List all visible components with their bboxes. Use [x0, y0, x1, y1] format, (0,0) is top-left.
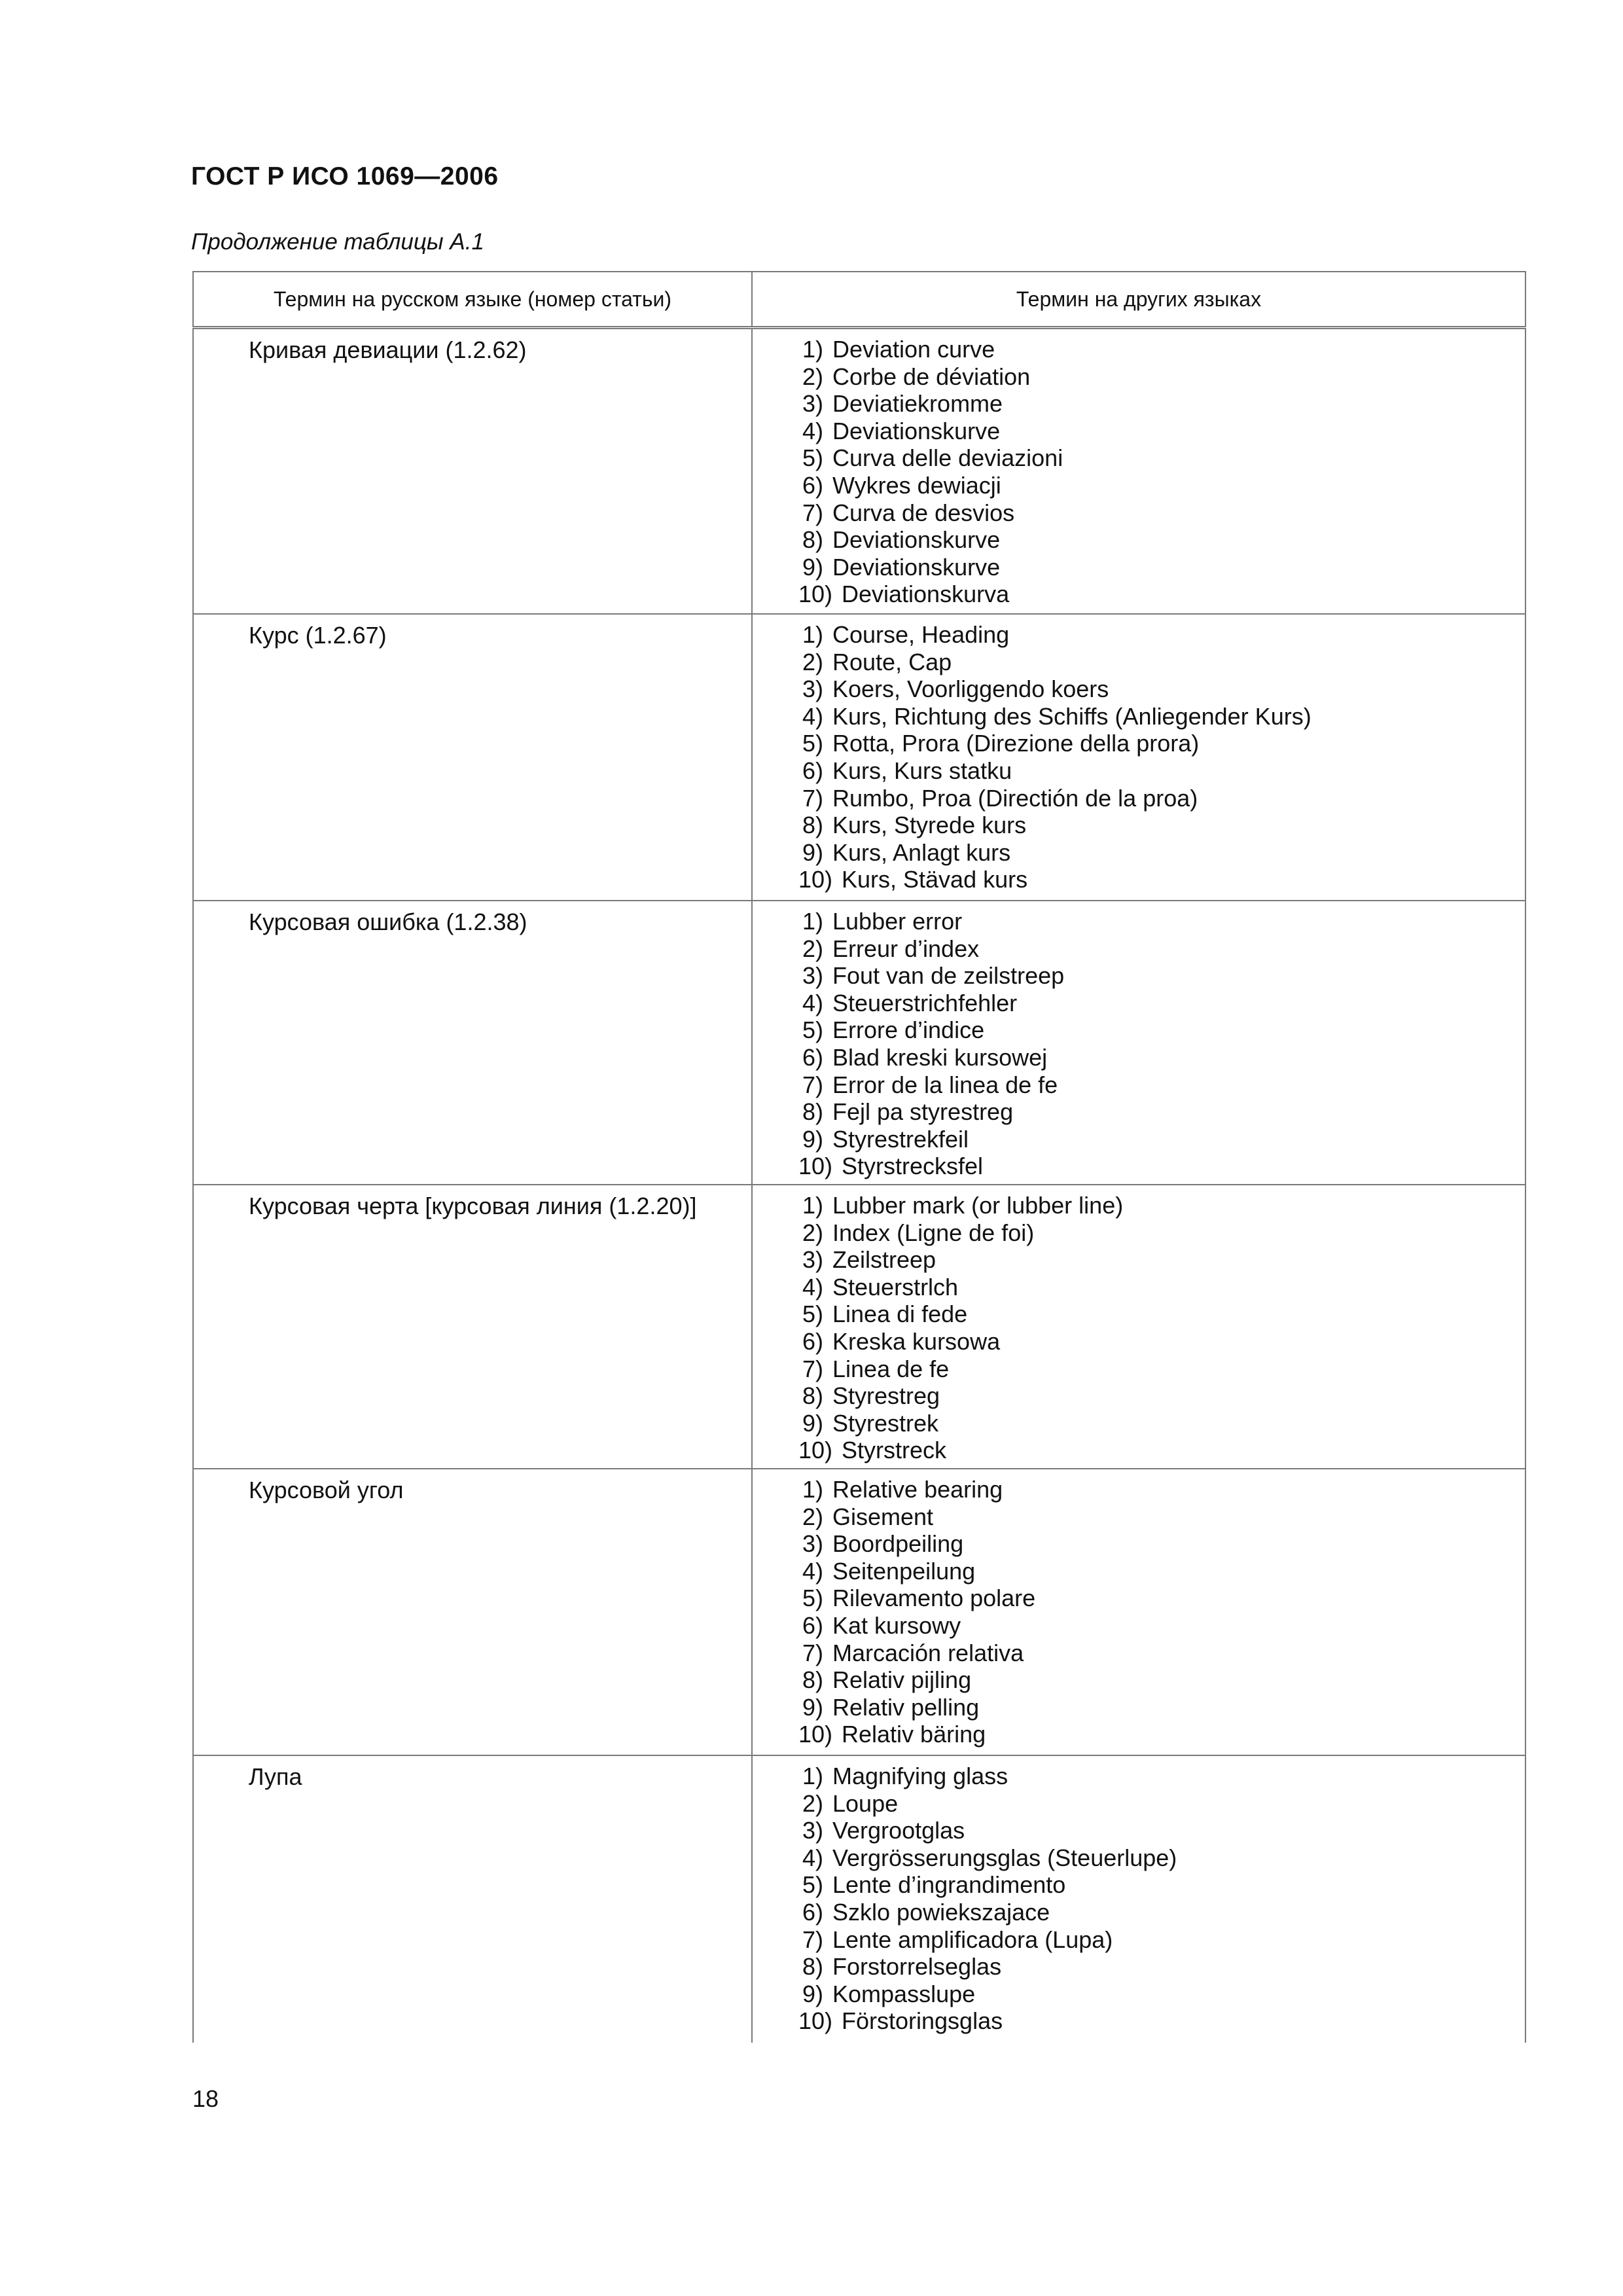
translation-text: Fout van de zeilstreep — [832, 962, 1065, 990]
translation-number: 10) — [798, 866, 832, 893]
table-row — [193, 1185, 1525, 1469]
russian-term-cell — [193, 328, 752, 615]
translation-text: Styrstreck — [842, 1437, 947, 1464]
translation-text: Linea de fe — [832, 1355, 950, 1382]
translation-number: 7) — [802, 1355, 823, 1382]
translation-text: Vergrösserungsglas (Steuerlupe) — [832, 1844, 1177, 1871]
translation-item — [753, 1844, 1525, 1872]
translation-text: Curva delle deviazioni — [832, 444, 1063, 472]
translation-number: 8) — [802, 526, 823, 554]
translation-item — [753, 1219, 1525, 1247]
translation-item — [753, 2007, 1525, 2035]
translation-number: 2) — [802, 648, 823, 675]
translation-number: 1) — [802, 336, 823, 363]
translation-number: 3) — [802, 962, 823, 990]
translation-item — [753, 1071, 1525, 1099]
translation-number: 2) — [802, 1503, 823, 1530]
translation-text: Gisement — [832, 1503, 934, 1530]
translation-item — [753, 1871, 1525, 1899]
translations-list — [753, 1756, 1525, 2035]
translation-number: 7) — [802, 1639, 823, 1666]
table-row — [193, 1755, 1525, 2043]
translation-item — [753, 1612, 1525, 1640]
terms-table — [192, 271, 1526, 2043]
translation-item — [753, 1437, 1525, 1464]
translations-list — [753, 901, 1525, 1180]
russian-term-cell — [193, 901, 752, 1185]
russian-term-cell — [193, 614, 752, 901]
translation-item — [753, 1558, 1525, 1585]
translation-text: Lente d’ingrandimento — [832, 1871, 1066, 1899]
translation-text: Szklo powiekszajace — [832, 1898, 1050, 1926]
translation-number: 2) — [802, 363, 823, 390]
translation-number: 4) — [802, 1273, 823, 1300]
translation-number: 3) — [802, 1530, 823, 1558]
translation-item — [753, 336, 1525, 363]
translation-number: 6) — [802, 757, 823, 784]
translation-item — [753, 1899, 1525, 1926]
russian-term-cell — [193, 1469, 752, 1755]
translation-text: Deviationskurve — [832, 553, 1001, 581]
translation-text: Kompasslupe — [832, 1980, 976, 2007]
translation-number: 3) — [802, 390, 823, 418]
translation-text: Seitenpeilung — [832, 1557, 976, 1585]
translation-number: 5) — [802, 1871, 823, 1899]
translation-number: 6) — [802, 1611, 823, 1639]
translation-item — [753, 554, 1525, 581]
translation-number: 5) — [802, 1300, 823, 1328]
translation-number: 10) — [798, 581, 832, 608]
translations-cell — [752, 901, 1525, 1185]
translation-number: 6) — [802, 471, 823, 499]
translation-item — [753, 363, 1525, 391]
translation-number: 4) — [802, 1844, 823, 1871]
translation-item — [753, 444, 1525, 472]
translation-text: Kat kursowy — [832, 1611, 961, 1639]
translation-number: 5) — [802, 444, 823, 472]
translation-item — [753, 1153, 1525, 1180]
translation-number: 10) — [798, 1721, 832, 1748]
translation-item — [753, 1817, 1525, 1844]
translation-text: Relativ pijling — [832, 1666, 972, 1694]
russian-term-cell — [193, 1185, 752, 1469]
translation-text: Styrestrekfeil — [832, 1125, 969, 1153]
translation-item — [753, 1666, 1525, 1694]
translation-item — [753, 649, 1525, 676]
translation-item — [753, 908, 1525, 935]
table-header-row — [193, 272, 1525, 328]
translation-number: 1) — [802, 1476, 823, 1503]
translation-item — [753, 1126, 1525, 1153]
translation-text: Relative bearing — [832, 1476, 1003, 1503]
translation-text: Boordpeiling — [832, 1530, 964, 1558]
translation-text: Rilevamento polare — [832, 1585, 1036, 1612]
translation-text: Curva de desvios — [832, 499, 1015, 526]
translation-number: 10) — [798, 2007, 832, 2035]
translation-item — [753, 839, 1525, 867]
translation-item — [753, 390, 1525, 418]
translations-cell — [752, 1469, 1525, 1755]
translation-number: 4) — [802, 417, 823, 444]
translation-number: 1) — [802, 908, 823, 935]
translation-number: 7) — [802, 1926, 823, 1953]
translation-item — [753, 1274, 1525, 1301]
translation-text: Corbe de déviation — [832, 363, 1031, 390]
translations-list — [753, 329, 1525, 608]
translation-item — [753, 785, 1525, 812]
translation-number: 9) — [802, 1409, 823, 1437]
translation-item — [753, 1926, 1525, 1954]
russian-term-cell — [193, 1755, 752, 2043]
translation-number: 5) — [802, 1585, 823, 1612]
translations-cell — [752, 1755, 1525, 2043]
translation-text: Marcación relativa — [832, 1639, 1024, 1666]
translation-item — [753, 990, 1525, 1017]
translation-number: 2) — [802, 1789, 823, 1817]
translation-number: 5) — [802, 1016, 823, 1044]
translation-item — [753, 1410, 1525, 1437]
translation-item — [753, 1044, 1525, 1071]
translation-item — [753, 1098, 1525, 1126]
translation-number: 8) — [802, 1098, 823, 1126]
table-row — [193, 901, 1525, 1185]
translation-text: Course, Heading — [832, 621, 1010, 648]
translation-text: Error de la linea de fe — [832, 1071, 1058, 1098]
translation-item — [753, 1585, 1525, 1612]
translation-item — [753, 418, 1525, 445]
translation-text: Kurs, Richtung des Schiffs (Anliegender Kurs) — [832, 702, 1311, 730]
translations-list — [753, 1469, 1525, 1748]
translation-item — [753, 962, 1525, 990]
translation-number: 8) — [802, 1666, 823, 1694]
translations-cell — [752, 1185, 1525, 1469]
translation-item — [753, 1382, 1525, 1410]
russian-term: Курсовой угол — [249, 1477, 404, 1503]
translation-item — [753, 1790, 1525, 1818]
translations-list — [753, 1185, 1525, 1464]
translation-text: Förstoringsglas — [842, 2007, 1003, 2035]
translation-text: Relativ pelling — [832, 1693, 980, 1721]
table-caption: Продолжение таблицы А.1 — [191, 229, 484, 255]
translation-number: 9) — [802, 1125, 823, 1153]
translation-number: 4) — [802, 702, 823, 730]
translation-number: 8) — [802, 1953, 823, 1981]
translation-text: Lubber error — [832, 908, 963, 935]
translation-number: 10) — [798, 1437, 832, 1464]
translation-text: Rotta, Prora (Direzione della prora) — [832, 730, 1200, 757]
translation-item — [753, 1721, 1525, 1748]
translation-text: Kurs, Stävad kurs — [842, 866, 1028, 893]
translation-item — [753, 1953, 1525, 1981]
translation-number: 7) — [802, 499, 823, 526]
translation-text: Deviation curve — [832, 336, 995, 363]
translation-text: Deviationskurva — [842, 581, 1010, 608]
translation-number: 9) — [802, 838, 823, 866]
translation-text: Linea di fede — [832, 1300, 968, 1328]
translation-number: 3) — [802, 675, 823, 703]
translation-text: Blad kreski kursowej — [832, 1043, 1048, 1071]
translation-text: Erreur d’index — [832, 935, 980, 962]
translation-text: Relativ bäring — [842, 1721, 986, 1748]
translation-number: 7) — [802, 1071, 823, 1098]
table-row — [193, 614, 1525, 901]
translation-item — [753, 675, 1525, 703]
translations-list — [753, 615, 1525, 893]
translation-text: Forstorrelseglas — [832, 1953, 1002, 1981]
translation-text: Kurs, Styrede kurs — [832, 812, 1027, 839]
translation-number: 5) — [802, 730, 823, 757]
translation-text: Styrstrecksfel — [842, 1153, 984, 1180]
translation-text: Rumbo, Proa (Directión de la proa) — [832, 784, 1198, 812]
translation-item — [753, 757, 1525, 785]
translation-item — [753, 812, 1525, 839]
translation-text: Styrestreg — [832, 1382, 940, 1410]
translation-text: Kreska kursowa — [832, 1327, 1001, 1355]
translation-text: Lente amplificadora (Lupa) — [832, 1926, 1113, 1953]
table-row — [193, 328, 1525, 615]
translation-number: 4) — [802, 989, 823, 1016]
translation-number: 3) — [802, 1817, 823, 1844]
translation-number: 8) — [802, 1382, 823, 1410]
translation-item — [753, 866, 1525, 893]
translation-number: 9) — [802, 1980, 823, 2007]
translation-number: 9) — [802, 553, 823, 581]
translation-number: 1) — [802, 1763, 823, 1789]
translation-number: 6) — [802, 1327, 823, 1355]
translation-number: 8) — [802, 812, 823, 839]
translation-item — [753, 1694, 1525, 1721]
translation-item — [753, 1300, 1525, 1328]
translation-text: Koers, Voorliggendo koers — [832, 675, 1109, 703]
russian-term: Курсовая черта [курсовая линия (1.2.20)] — [249, 1193, 697, 1219]
column-header-other-languages: Термин на других языках — [752, 272, 1525, 328]
translation-item — [753, 1016, 1525, 1044]
russian-term: Лупа — [249, 1763, 302, 1790]
translation-number: 6) — [802, 1898, 823, 1926]
translation-item — [753, 703, 1525, 730]
translation-text: Vergrootglas — [832, 1817, 965, 1844]
translation-text: Index (Ligne de foi) — [832, 1219, 1035, 1246]
translation-number: 4) — [802, 1557, 823, 1585]
translation-item — [753, 1503, 1525, 1531]
document-code: ГОСТ Р ИСО 1069—2006 — [191, 162, 499, 190]
translation-text: Steuerstrichfehler — [832, 989, 1018, 1016]
translation-number: 2) — [802, 935, 823, 962]
translation-number: 9) — [802, 1693, 823, 1721]
translation-item — [753, 1640, 1525, 1667]
translation-number: 1) — [802, 1192, 823, 1219]
translation-item — [753, 935, 1525, 963]
translation-text: Deviationskurve — [832, 417, 1001, 444]
translation-text: Kurs, Kurs statku — [832, 757, 1012, 784]
translation-item — [753, 1328, 1525, 1355]
column-header-russian-term: Термин на русском языке (номер статьи) — [193, 272, 752, 328]
russian-term: Кривая девиации (1.2.62) — [249, 336, 527, 363]
translation-text: Fejl pa styrestreg — [832, 1098, 1014, 1126]
translation-text: Magnifying glass — [832, 1763, 1008, 1789]
translation-number: 2) — [802, 1219, 823, 1246]
translations-cell — [752, 328, 1525, 615]
translation-text: Route, Cap — [832, 648, 952, 675]
translation-item — [753, 526, 1525, 554]
translation-text: Zeilstreep — [832, 1246, 936, 1274]
translation-number: 1) — [802, 621, 823, 648]
translation-item — [753, 1476, 1525, 1503]
translation-item — [753, 1246, 1525, 1274]
translation-text: Lubber mark (or lubber line) — [832, 1192, 1124, 1219]
translation-text: Wykres dewiacji — [832, 471, 1001, 499]
page-number: 18 — [192, 2085, 219, 2112]
translation-item — [753, 581, 1525, 608]
translation-item — [753, 621, 1525, 649]
translation-text: Deviatiekromme — [832, 390, 1003, 418]
translation-item — [753, 1981, 1525, 2008]
translation-number: 10) — [798, 1153, 832, 1180]
translation-text: Errore d’indice — [832, 1016, 985, 1044]
translation-number: 3) — [802, 1246, 823, 1274]
translation-item — [753, 1763, 1525, 1790]
translation-text: Kurs, Anlagt kurs — [832, 838, 1011, 866]
translations-cell — [752, 614, 1525, 901]
russian-term: Курсовая ошибка (1.2.38) — [249, 908, 527, 935]
translation-text: Steuerstrlch — [832, 1273, 959, 1300]
translation-item — [753, 1192, 1525, 1219]
translation-item — [753, 499, 1525, 527]
table-row — [193, 1469, 1525, 1755]
translation-item — [753, 472, 1525, 499]
russian-term: Курс (1.2.67) — [249, 622, 387, 649]
translation-number: 6) — [802, 1043, 823, 1071]
translation-text: Deviationskurve — [832, 526, 1001, 554]
translation-text: Styrestrek — [832, 1409, 939, 1437]
translation-item — [753, 730, 1525, 757]
translation-item — [753, 1530, 1525, 1558]
translation-item — [753, 1355, 1525, 1383]
translation-number: 7) — [802, 784, 823, 812]
translation-text: Loupe — [832, 1789, 899, 1817]
